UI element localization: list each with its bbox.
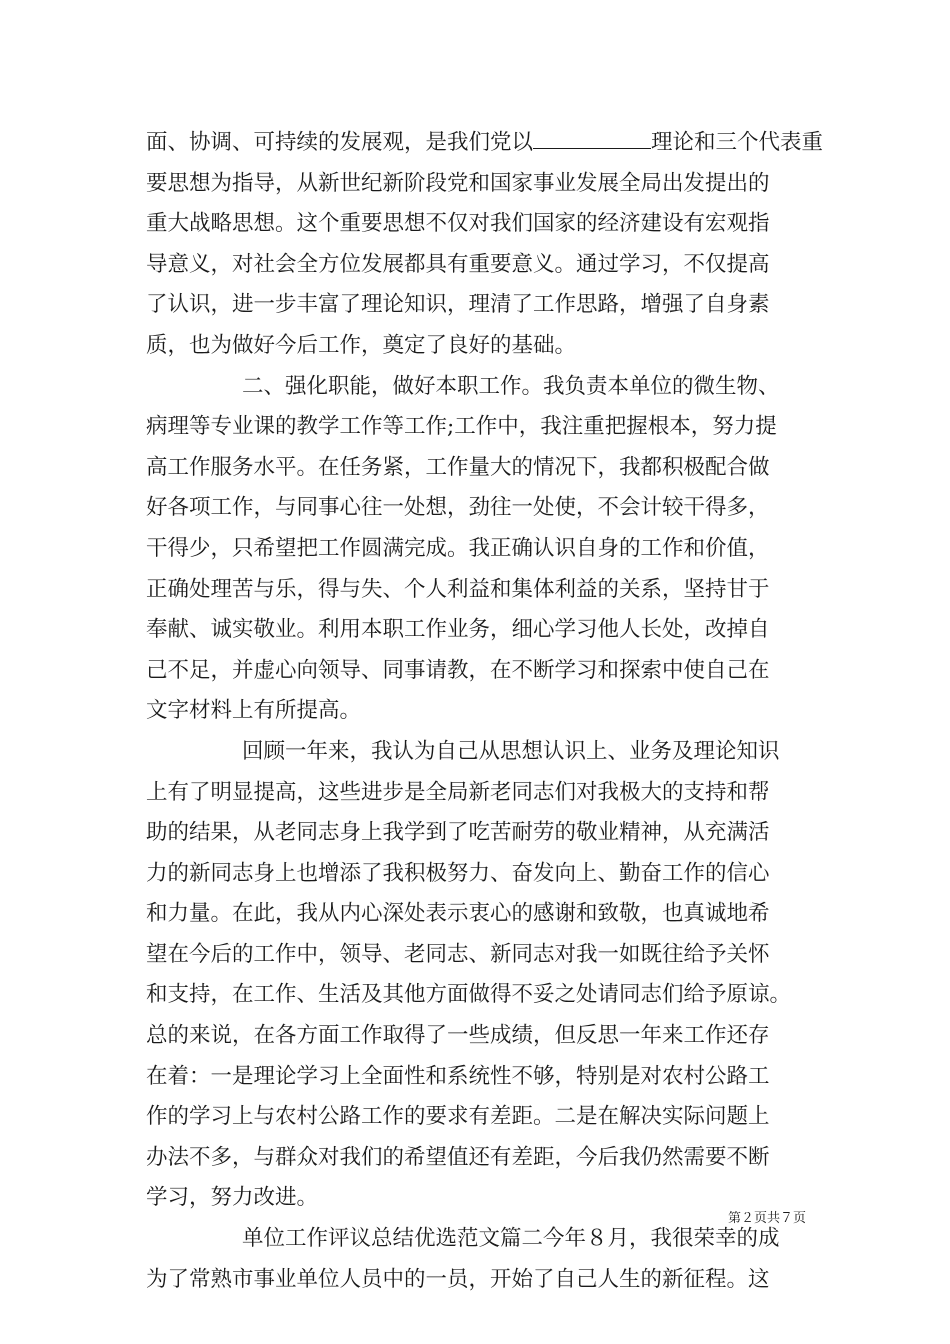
text-line: 己不足，并虚心向领导、同事请教，在不断学习和探索中使自己在 <box>146 657 770 683</box>
paragraph-start-line: 回顾一年来，我认为自己从思想认识上、业务及理论知识 <box>242 738 780 764</box>
text-line: 奉献、诚实敬业。利用本职工作业务，细心学习他人长处，改掉自 <box>146 617 770 643</box>
text-line: 要思想为指导，从新世纪新阶段党和国家事业发展全局出发提出的 <box>146 170 770 196</box>
page-number-footer: 第２页共７页 <box>727 1211 806 1226</box>
text-line: 办法不多，与群众对我们的希望值还有差距，今后我仍然需要不断 <box>146 1144 770 1170</box>
text-line: 和力量。在此，我从内心深处表示衷心的感谢和致敬，也真诚地希 <box>146 901 770 927</box>
text-line: 作的学习上与农村公路工作的要求有差距。二是在解决实际问题上 <box>146 1104 770 1130</box>
text-line: 干得少，只希望把工作圆满完成。我正确认识自身的工作和价值， <box>146 535 770 561</box>
text-line: 在着：一是理论学习上全面性和系统性不够，特别是对农村公路工 <box>146 1063 770 1089</box>
text-segment: 理论和三个代表重 <box>651 130 824 155</box>
text-line: 了认识，进一步丰富了理论知识，理清了工作思路，增强了自身素 <box>146 292 770 318</box>
text-line: 上有了明显提高，这些进步是全局新老同志们对我极大的支持和帮 <box>146 779 770 805</box>
text-line: 学习，努力改进。 <box>146 1185 319 1211</box>
text-segment: 面、协调、可持续的发展观，是我们党以 <box>146 130 534 155</box>
text-line: 高工作服务水平。在任务紧，工作量大的情况下，我都积极配合做 <box>146 454 770 480</box>
text-line: 质，也为做好今后工作，奠定了良好的基础。 <box>146 332 577 358</box>
text-line <box>146 123 824 164</box>
text-line: 好各项工作，与同事心往一处想，劲往一处使，不会计较干得多， <box>146 495 770 521</box>
text-line: 总的来说，在各方面工作取得了一些成绩，但反思一年来工作还存 <box>146 1023 770 1049</box>
text-line: 和支持，在工作、生活及其他方面做得不妥之处请同志们给予原谅。 <box>146 982 792 1008</box>
text-line: 助的结果，从老同志身上我学到了吃苦耐劳的敬业精神，从充满活 <box>146 820 770 846</box>
text-line: 导意义，对社会全方位发展都具有重要意义。通过学习，不仅提高 <box>146 251 770 277</box>
text-line: 为了常熟市事业单位人员中的一员，开始了自己人生的新征程。这 <box>146 1266 770 1292</box>
text-line: 重大战略思想。这个重要思想不仅对我们国家的经济建设有宏观指 <box>146 211 770 237</box>
text-line: 病理等专业课的教学工作等工作;工作中，我注重把握根本，努力提 <box>146 414 777 440</box>
paragraph-start-line: 二、强化职能，做好本职工作。我负责本单位的微生物、 <box>242 373 780 399</box>
fill-in-blank <box>533 126 651 149</box>
text-line: 望在今后的工作中，领导、老同志、新同志对我一如既往给予关怀 <box>146 941 770 967</box>
text-line: 文字材料上有所提高。 <box>146 698 362 724</box>
paragraph-start-line: 单位工作评议总结优选范文篇二今年８月，我很荣幸的成 <box>242 1226 780 1252</box>
text-line: 正确处理苦与乐，得与失、个人利益和集体利益的关系，坚持甘于 <box>146 576 770 602</box>
text-line: 力的新同志身上也增添了我积极努力、奋发向上、勤奋工作的信心 <box>146 860 770 886</box>
body-text <box>146 123 824 1300</box>
